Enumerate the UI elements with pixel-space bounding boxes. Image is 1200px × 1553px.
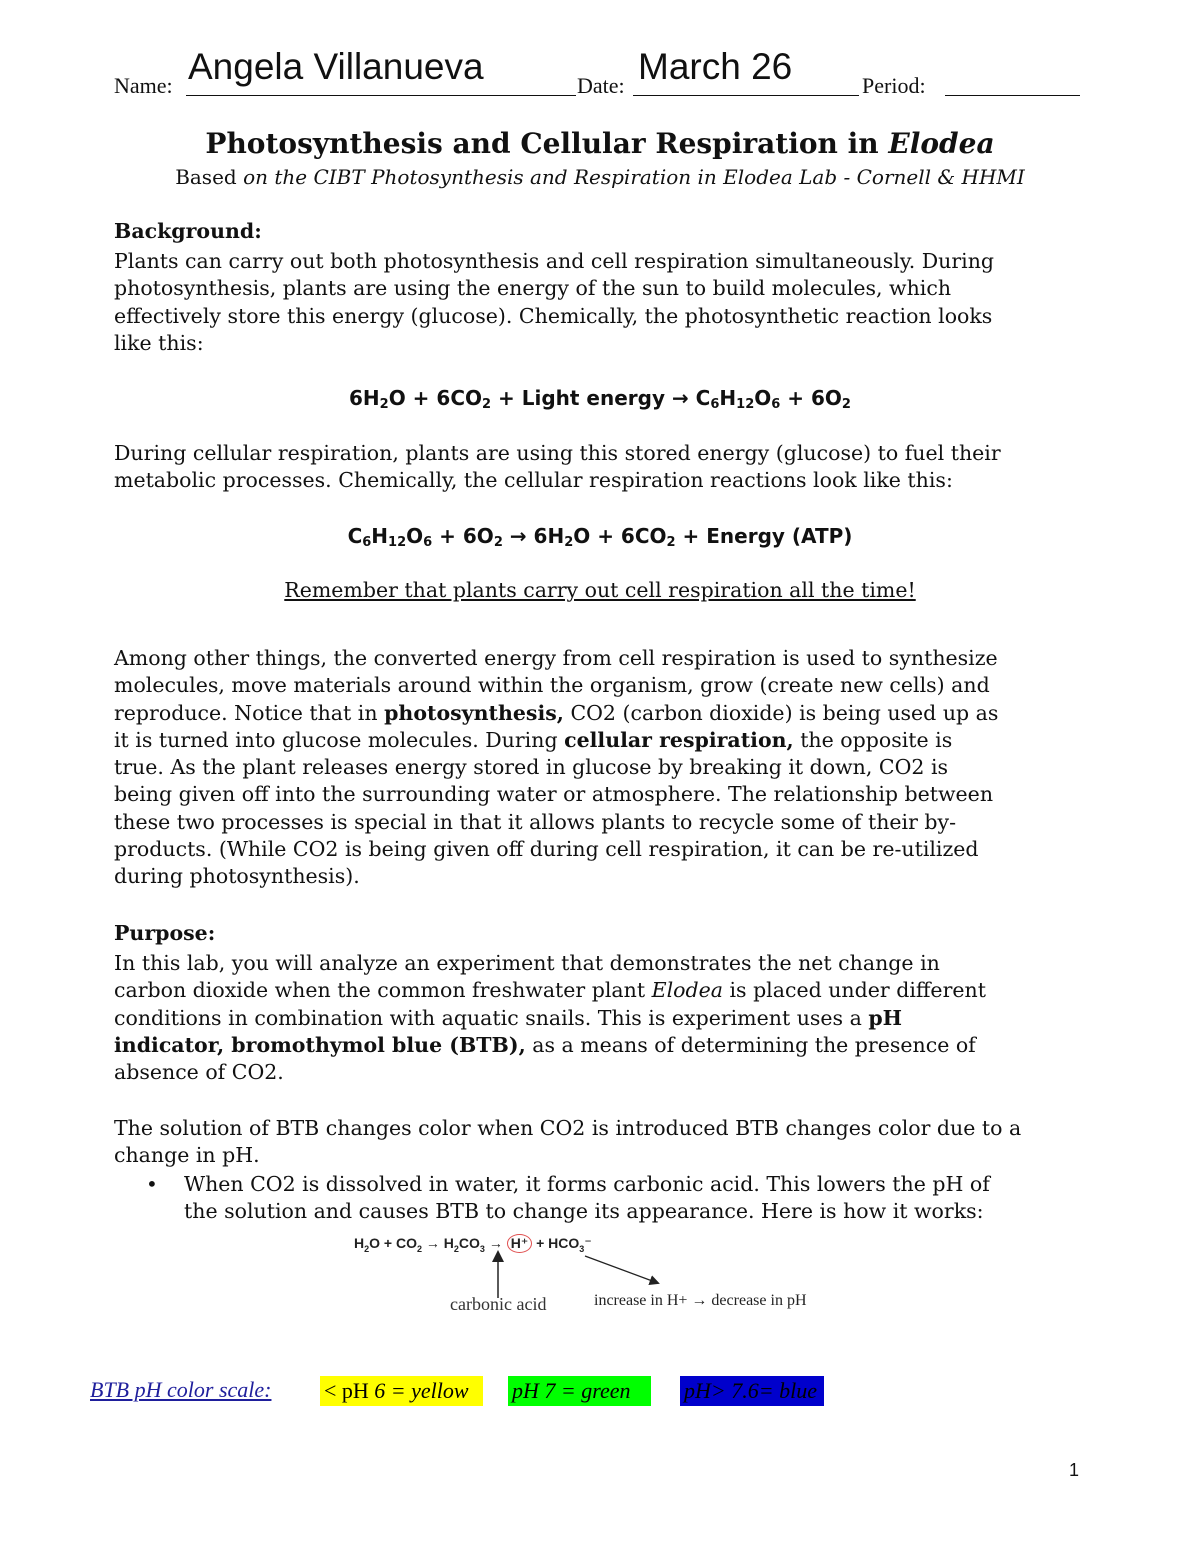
date-underline xyxy=(633,95,859,96)
name-underline xyxy=(186,95,576,96)
name-label: Name: xyxy=(114,73,173,98)
text-line: photosynthesis, plants are using the energy of the sun to build molecules, which xyxy=(114,276,952,301)
respiration-paragraph xyxy=(114,440,1089,495)
chip-yellow: < pH 6 = yellow xyxy=(320,1376,483,1406)
chip-green: pH 7 = green xyxy=(508,1376,651,1406)
h-plus-arrow xyxy=(585,1256,655,1282)
name-value[interactable]: Angela Villanueva xyxy=(188,46,484,87)
btb-paragraph xyxy=(114,1115,1089,1170)
chip-blue: pH> 7.6= blue xyxy=(680,1376,824,1406)
bullet-text xyxy=(184,1171,1084,1226)
carbonic-acid-equation: $H_2O + CO_2 \to H_2CO_3 \to H^+ + HCO_3^-$ xyxy=(354,1235,592,1254)
respiration-equation: $C_6H_{12}O_6 + 6O_2 \to 6H_2O + 6CO_2$ + Energy (ATP) xyxy=(347,524,853,550)
background-paragraph xyxy=(114,248,1089,357)
text-line: The solution of BTB changes color when CO2 is introduced BTB changes color due to a xyxy=(114,1116,1022,1140)
text-line: conditions in combination with aquatic snails. This is experiment uses a pH xyxy=(114,1005,903,1030)
h-plus-circle: H⁺ xyxy=(507,1234,533,1253)
text-line: absence of CO2. xyxy=(114,1060,284,1085)
period-label: Period: xyxy=(862,73,926,98)
text-line: molecules, move materials around within the organism, grow (create new cells) and xyxy=(114,673,990,698)
background-heading: Background: xyxy=(114,219,262,243)
carbonic-acid-label: carbonic acid xyxy=(450,1294,547,1314)
text-line: reproduce. Notice that in photosynthesis, CO2 (carbon dioxide) is being used up as xyxy=(114,700,999,725)
purpose-paragraph xyxy=(114,950,1089,1086)
subtitle-italic: on the CIBT Photosynthesis and Respiration in Elodea Lab - Cornell & HHMI xyxy=(243,165,1025,189)
purpose-heading: Purpose: xyxy=(114,921,216,945)
bullet-icon: • xyxy=(146,1172,158,1196)
period-underline[interactable] xyxy=(945,95,1080,96)
text-line: indicator, bromothymol blue (BTB), as a means of determining the presence of xyxy=(114,1032,976,1057)
text-line: these two processes is special in that it allows plants to recycle some of their by- xyxy=(114,809,957,834)
text-line: effectively store this energy (glucose). Chemically, the photosynthetic reaction looks xyxy=(114,303,993,328)
scale-label: BTB pH color scale: xyxy=(90,1377,272,1402)
text-line: In this lab, you will analyze an experiment that demonstrates the net change in xyxy=(114,951,940,975)
text-line: the solution and causes BTB to change its appearance. Here is how it works: xyxy=(184,1199,984,1224)
text-line: Among other things, the converted energy from cell respiration is used to synthesize xyxy=(114,646,998,670)
energy-paragraph xyxy=(114,645,1089,891)
title-italic: Elodea xyxy=(888,127,995,160)
ph-decrease-label: increase in H+ → decrease in pH xyxy=(594,1292,807,1309)
text-line: being given off into the surrounding water or atmosphere. The relationship between xyxy=(114,782,994,807)
page-number: 1 xyxy=(1069,1460,1080,1480)
text-line: When CO2 is dissolved in water, it forms carbonic acid. This lowers the pH of xyxy=(184,1172,990,1196)
date-label: Date: xyxy=(577,73,625,98)
text-line: During cellular respiration, plants are using this stored energy (glucose) to fuel their xyxy=(114,441,1001,465)
text-line: during photosynthesis). xyxy=(114,864,360,889)
text-line: it is turned into glucose molecules. During cellular respiration, the opposite is xyxy=(114,727,953,752)
photosynthesis-equation: $6H_2O + 6CO_2$ + Light energy → $C_6H_{12}O_6 + 6O_2$ xyxy=(349,386,851,412)
document-subtitle: Based on the CIBT Photosynthesis and Respiration in Elodea Lab - Cornell & HHMI xyxy=(175,165,1025,189)
remember-note: Remember that plants carry out cell respiration all the time! xyxy=(284,578,916,602)
text-line: like this: xyxy=(114,330,204,355)
document-title: Photosynthesis and Cellular Respiration in Elodea xyxy=(205,127,995,160)
text-line: true. As the plant releases energy stored in glucose by breaking it down, CO2 is xyxy=(114,755,949,780)
text-line: Plants can carry out both photosynthesis and cell respiration simultaneously. During xyxy=(114,249,995,273)
text-line: carbon dioxide when the common freshwater plant Elodea is placed under different xyxy=(114,978,986,1003)
text-line: metabolic processes. Chemically, the cellular respiration reactions look like this: xyxy=(114,468,953,493)
text-line: change in pH. xyxy=(114,1143,260,1168)
text-line: products. (While CO2 is being given off during cell respiration, it can be re-utilized xyxy=(114,837,979,862)
date-value[interactable]: March 26 xyxy=(638,46,793,87)
